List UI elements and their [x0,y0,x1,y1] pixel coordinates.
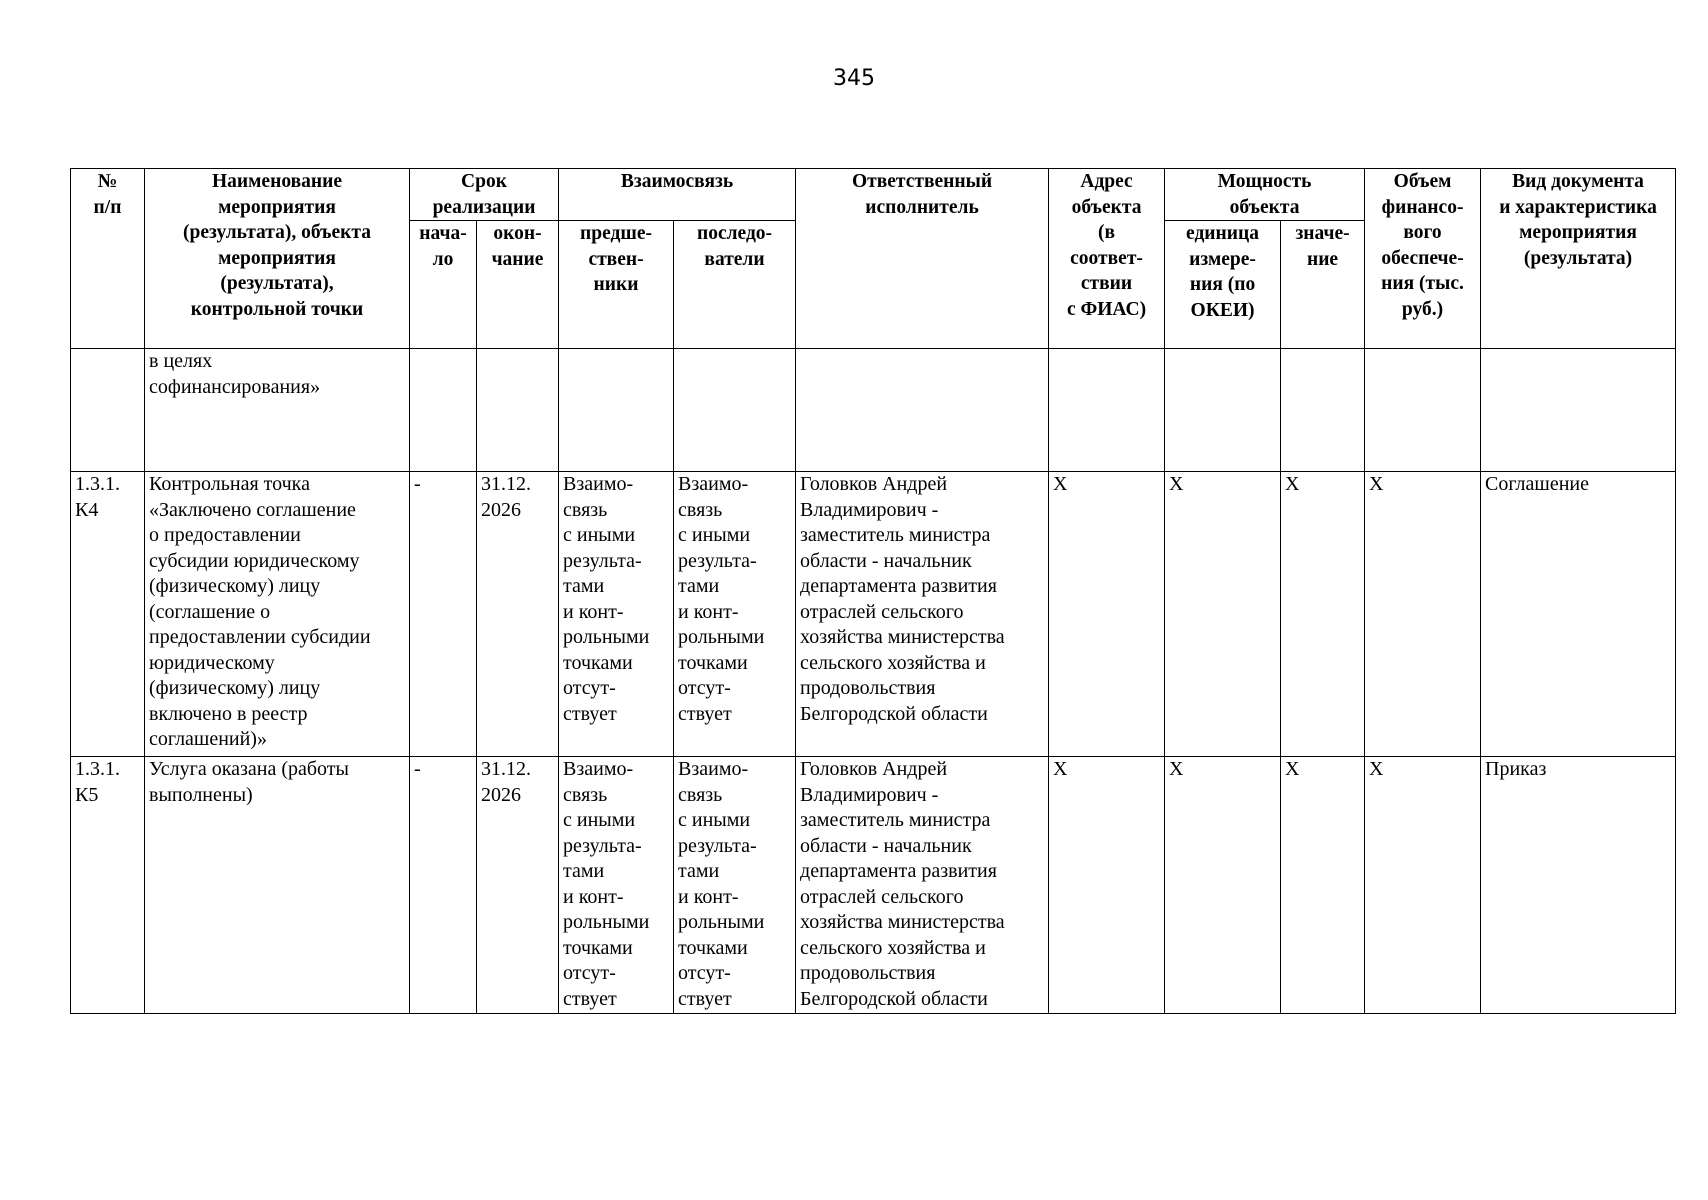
cell-funding: X [1365,472,1481,757]
cell-end [477,349,559,472]
page-number: 345 [833,66,875,91]
cell-start [410,349,477,472]
cell-address [1049,349,1165,472]
header-num: № п/п [71,169,145,349]
cell-funding [1365,349,1481,472]
header-term-start: нача- ло [410,221,477,349]
cell-unit: X [1165,472,1281,757]
cell-unit [1165,349,1281,472]
cell-num: 1.3.1. К5 [71,757,145,1014]
activities-table [70,168,1676,1014]
cell-address: X [1049,472,1165,757]
cell-doc: Приказ [1481,757,1676,1014]
table-row [71,472,1676,757]
table-row [71,349,1676,472]
cell-responsible [796,349,1049,472]
header-funding: Объем финансо- вого обеспече- ния (тыс. руб.) [1365,169,1481,349]
header-term-end: окон- чание [477,221,559,349]
cell-pred [559,349,674,472]
cell-value [1281,349,1365,472]
cell-start: - [410,757,477,1014]
cell-funding: X [1365,757,1481,1014]
cell-start: - [410,472,477,757]
cell-value: X [1281,472,1365,757]
header-relation: Взаимосвязь [559,169,796,221]
header-relation-pred: предше- ствен- ники [559,221,674,349]
cell-num: 1.3.1. К4 [71,472,145,757]
cell-pred: Взаимо- связь с иными результа- тами и конт- рольными точками отсут- ствует [559,757,674,1014]
header-doc-type: Вид документа и характеристика мероприятия (результата) [1481,169,1676,349]
header-capacity-unit: единица измере- ния (по ОКЕИ) [1165,221,1281,349]
cell-end: 31.12. 2026 [477,757,559,1014]
header-address: Адрес объекта (в соответ- ствии с ФИАС) [1049,169,1165,349]
table-row [71,757,1676,1014]
cell-doc: Соглашение [1481,472,1676,757]
cell-unit: X [1165,757,1281,1014]
cell-end: 31.12. 2026 [477,472,559,757]
cell-address: X [1049,757,1165,1014]
header-name: Наименование мероприятия (результата), объекта мероприятия (результата), контрольной точки [145,169,410,349]
header-capacity: Мощность объекта [1165,169,1365,221]
cell-name: Услуга оказана (работы выполнены) [145,757,410,1014]
cell-succ: Взаимо- связь с иными результа- тами и конт- рольными точками отсут- ствует [674,757,796,1014]
header-capacity-value: значе- ние [1281,221,1365,349]
cell-num [71,349,145,472]
cell-responsible: Головков Андрей Владимирович - заместитель министра области - начальник департамента развития отраслей сельского хозяйства министерства сельского хозяйства и продовольствия Белгородской области [796,472,1049,757]
header-term: Срок реализации [410,169,559,221]
cell-pred: Взаимо- связь с иными результа- тами и конт- рольными точками отсут- ствует [559,472,674,757]
cell-name: Контрольная точка «Заключено соглашение о предоставлении субсидии юридическому (физическому) лицу (соглашение о предоставлении субсидии юридическому (физическому) лицу включено в реестр соглашений)» [145,472,410,757]
cell-value: X [1281,757,1365,1014]
cell-doc [1481,349,1676,472]
cell-succ: Взаимо- связь с иными результа- тами и конт- рольными точками отсут- ствует [674,472,796,757]
cell-name: в целях софинансирования» [145,349,410,472]
cell-succ [674,349,796,472]
cell-responsible: Головков Андрей Владимирович - заместитель министра области - начальник департамента развития отраслей сельского хозяйства министерства сельского хозяйства и продовольствия Белгородской области [796,757,1049,1014]
header-responsible: Ответственный исполнитель [796,169,1049,349]
header-relation-succ: последо- ватели [674,221,796,349]
